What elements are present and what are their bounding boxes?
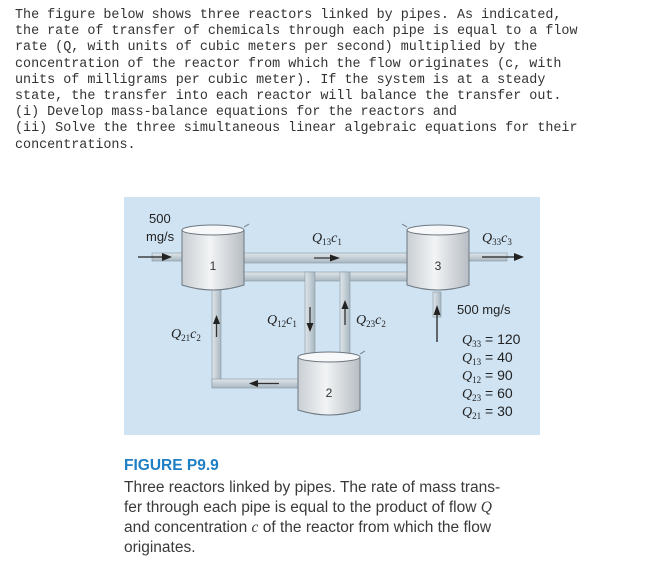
reactor-2 xyxy=(298,351,365,415)
figure-caption xyxy=(124,478,544,558)
flow-sub-q21: 21 xyxy=(181,333,191,343)
flow-sub-q33: 33 xyxy=(492,237,502,247)
problem-line: rate (Q, with units of cubic meters per second) multiplied by the xyxy=(15,40,538,56)
figure-label: FIGURE P9.9 xyxy=(124,457,219,474)
param-q33: $Q_{33} = 120$ xyxy=(462,331,521,349)
problem-line: (i) Develop mass-balance equations for the reactors and xyxy=(15,105,457,121)
reactor-figure xyxy=(124,197,540,435)
reactor-2-label: 2 xyxy=(325,386,333,400)
flow-label-q12-c1: $Q_{12}c_1$ xyxy=(267,313,297,329)
param-q12: $Q_{12} = 90$ xyxy=(462,367,513,385)
param-q21: $Q_{21} = 30$ xyxy=(462,403,513,421)
flow-label-q21-c2: $Q_{21}c_2$ xyxy=(171,327,201,343)
reactor-3-label: 3 xyxy=(434,259,442,273)
flow-parameters xyxy=(462,331,521,421)
flow-sub-q13: 13 xyxy=(322,237,332,247)
inflow-right-label: 500 mg/s xyxy=(457,302,511,317)
caption-var-c: c xyxy=(251,519,259,536)
reactor-1-label: 1 xyxy=(209,259,217,273)
caption-line: Three reactors linked by pipes. The rate of mass trans- xyxy=(124,479,501,496)
problem-line: The figure below shows three reactors linked by pipes. As indicated, xyxy=(15,8,562,23)
flow-label-q13-c1: $Q_{13}c_1$ xyxy=(312,231,342,247)
problem-line: concentration of the reactor from which the flow originates (c, with xyxy=(15,56,562,72)
caption-line: originates. xyxy=(124,539,196,556)
flow-label-q33-c3: $Q_{33}c_3$ xyxy=(482,231,512,247)
problem-line: concentrations. xyxy=(15,137,136,153)
param-q13: $Q_{13} = 40$ xyxy=(462,349,513,367)
problem-line: units of milligrams per cubic meter). If the system is at a steady xyxy=(15,72,546,88)
reactor-3 xyxy=(402,224,469,290)
caption-line: fer through each pipe is equal to the product of flow Q xyxy=(124,499,492,516)
caption-line: and concentration c of the reactor from which the flow xyxy=(124,519,492,536)
problem-statement xyxy=(15,8,655,154)
problem-line: the rate of transfer of chemicals through each pipe is equal to a flow xyxy=(15,24,578,40)
caption-var-q: Q xyxy=(480,499,492,516)
flow-sub-q12: 12 xyxy=(277,319,287,329)
problem-line: (ii) Solve the three simultaneous linear algebraic equations for their xyxy=(15,121,578,137)
flow-sub-q23: 23 xyxy=(366,319,376,329)
param-q23: $Q_{23} = 60$ xyxy=(462,385,513,403)
reactor-1 xyxy=(182,224,249,290)
inflow-left-unit: mg/s xyxy=(146,229,175,244)
problem-line: state, the transfer into each reactor will balance the transfer out. xyxy=(15,89,562,105)
inflow-left-value: 500 xyxy=(149,211,171,226)
flow-label-q23-c2: $Q_{23}c_2$ xyxy=(356,313,386,329)
